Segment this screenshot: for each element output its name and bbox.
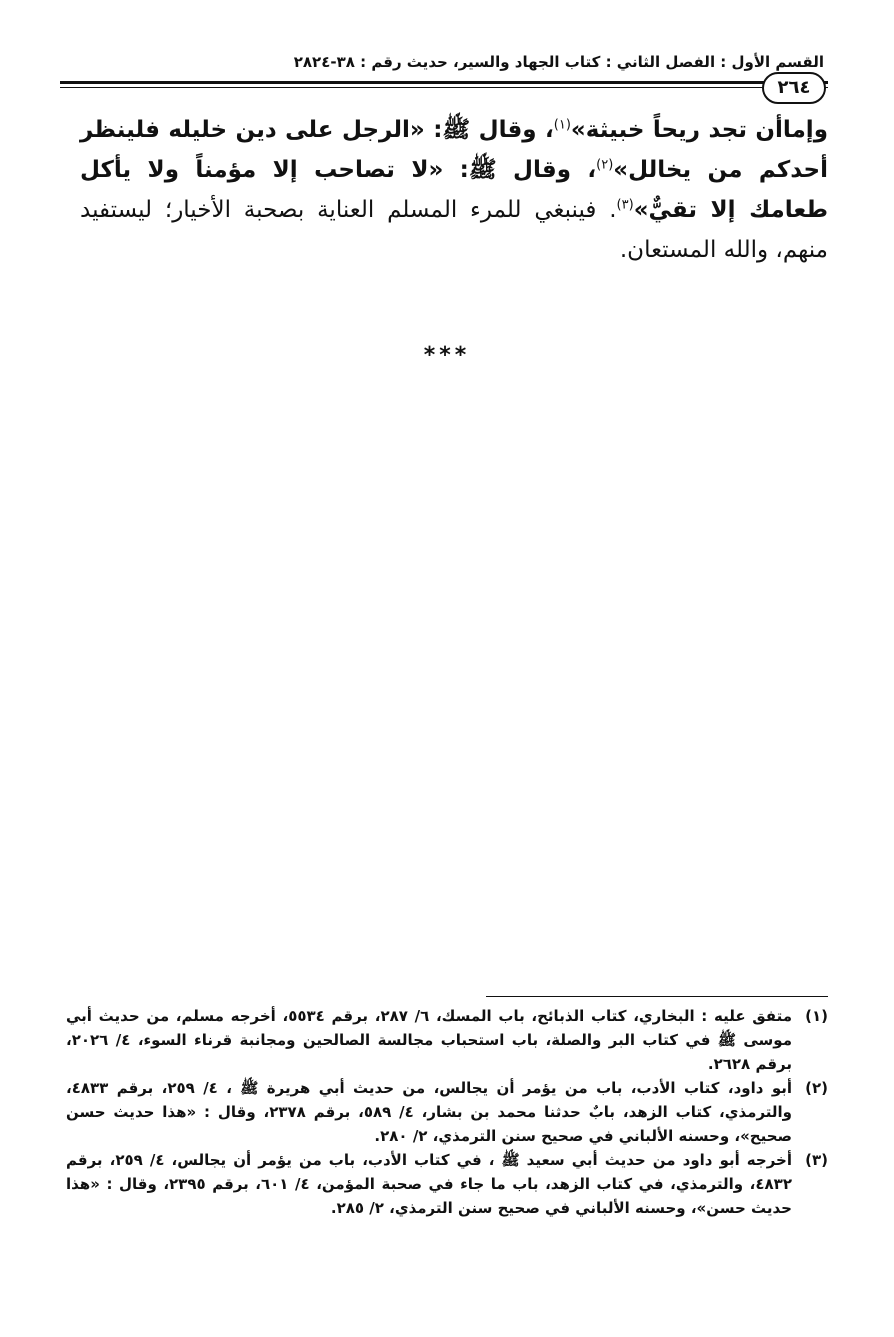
- footnote-number: (٣): [805, 1151, 828, 1169]
- footnote-ref-2: (٢): [596, 157, 614, 173]
- footnote-text: متفق عليه : البخاري، كتاب الذبائح، باب المسك، ٦/ ٢٨٧، برقم ٥٥٣٤، أخرجه مسلم، من حديث أبي موسى ﷺ في كتاب البر والصلة، باب استحباب مجالسة الصالحين ومجانبة قرناء السوء، ٤/ ٢٠٢٦، برقم ٢٦٢٨.: [66, 1007, 792, 1073]
- section-separator: ***: [423, 343, 471, 368]
- footnote-ref-3: (٣): [616, 197, 634, 213]
- footnote-rule: [486, 996, 828, 997]
- footnote-number: (١): [805, 1007, 828, 1025]
- footnote-text: أبو داود، كتاب الأدب، باب من يؤمر أن يجالس، من حديث أبي هريرة ﷺ ، ٤/ ٢٥٩، برقم ٤٨٣٣، والترمذي، كتاب الزهد، بابٌ حدثنا محمد بن بشار، ٤/ ٥٨٩، برقم ٢٣٧٨، وقال : «هذا حديث حسن صحيح»، وحسنه الألباني في صحيح سنن الترمذي، ٢/ ٢٨٠.: [66, 1079, 792, 1145]
- footnotes: [66, 1004, 828, 1220]
- footnote: [66, 1004, 828, 1076]
- header-rule-thin: [60, 87, 828, 88]
- footnote-text: أخرجه أبو داود من حديث أبي سعيد ﷺ ، في كتاب الأدب، باب من يؤمر أن يجالس، ٤/ ٢٥٩، برقم ٤٨٣٢، والترمذي، في كتاب الزهد، باب ما جاء في صحبة المؤمن، ٤/ ٦٠١، برقم ٢٣٩٥، وقال : «هذا حديث حسن»، وحسنه الألباني في صحيح سنن الترمذي، ٢/ ٢٨٥.: [66, 1151, 792, 1217]
- footnote-number: (٢): [805, 1079, 828, 1097]
- footnote: [66, 1076, 828, 1148]
- text-segment-2: ، وقال ﷺ: «الرجل على دين خليله فلينظر أحدكم من يخالل»: [80, 117, 829, 183]
- running-header: القسم الأول : الفصل الثاني : كتاب الجهاد والسير، حديث رقم : ٣٨-٢٨٢٤: [293, 53, 824, 71]
- footnote: [66, 1148, 828, 1220]
- page-number: ٢٦٤: [762, 72, 826, 104]
- text-segment-3: ، وقال ﷺ: «لا تصاحب إلا مؤمناً ولا يأكل طعامك إلا تقيٌّ»: [80, 157, 829, 223]
- header-rule: [60, 81, 828, 84]
- footnote-ref-1: (١): [553, 117, 571, 133]
- text-segment-4: . فينبغي للمرء المسلم العناية بصحبة الأخيار؛ ليستفيد منهم، والله المستعان.: [80, 197, 828, 263]
- main-text: [80, 110, 828, 295]
- text-segment-1: وإماأن تجد ريحاً خبيثة»: [570, 117, 828, 143]
